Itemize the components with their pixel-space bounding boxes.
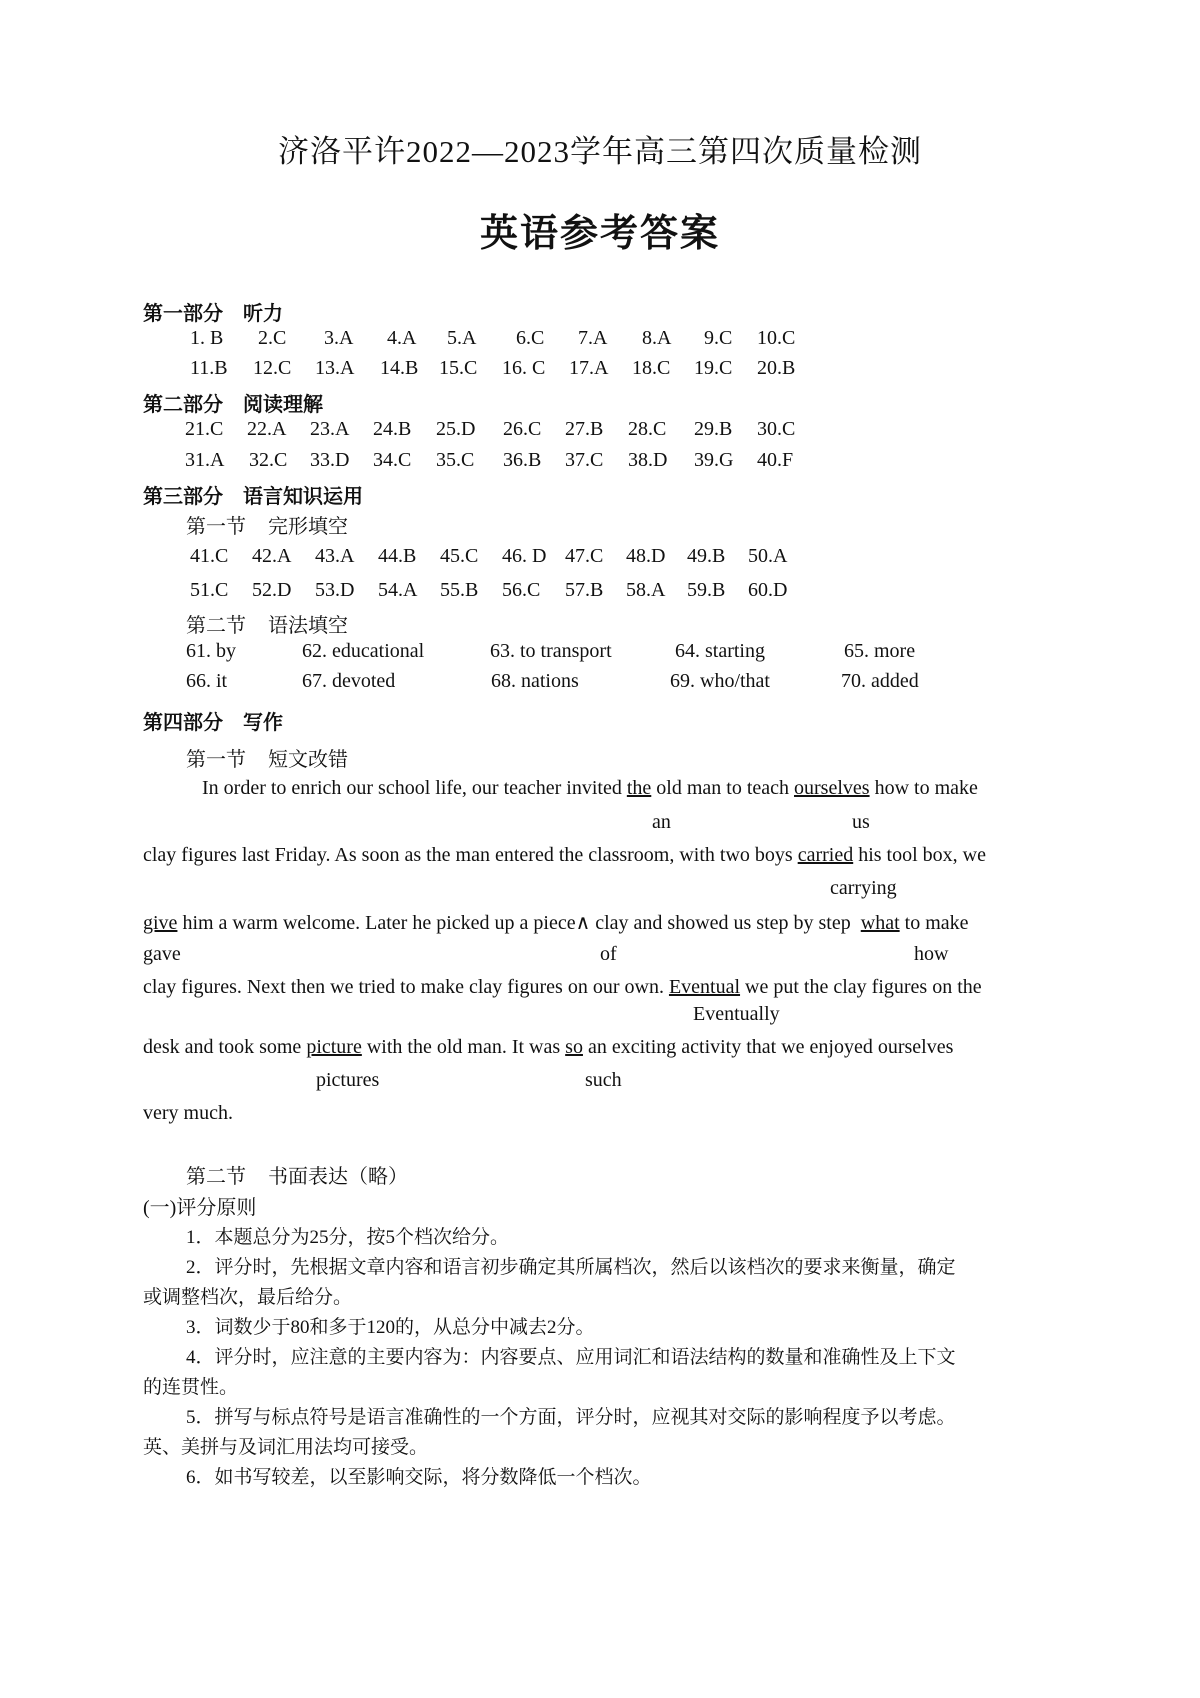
passage-line-1 (202, 777, 978, 800)
answer: 57.B (565, 579, 604, 601)
answer: 64. starting (675, 640, 765, 662)
answer: 22.A (247, 418, 287, 440)
answer: 63. to transport (490, 640, 612, 662)
page-subtitle: 英语参考答案 (479, 213, 720, 255)
answer: 58.A (626, 579, 666, 601)
passage-text: an exciting activity that we enjoyed ourselves (587, 1036, 954, 1058)
passage-text: how to make (874, 777, 978, 799)
passage-text: him a warm welcome. Later he picked up a piece (182, 912, 576, 934)
insert-caret: ∧ (575, 912, 591, 934)
correction: us (852, 811, 870, 833)
answer: 6.C (516, 327, 545, 349)
answer: 45.C (440, 545, 479, 567)
answer: 46. D (502, 545, 547, 567)
passage-line-3 (143, 910, 969, 935)
rule-item: 6．如书写较差，以至影响交际，将分数降低一个档次。 (186, 1467, 652, 1488)
answer: 51.C (190, 579, 229, 601)
part1-name: 听力 (243, 303, 283, 325)
answer: 52.D (252, 579, 292, 601)
passage-text: to make (904, 912, 969, 934)
answer: 38.D (628, 449, 668, 471)
correction: an (652, 811, 671, 833)
answer: 11.B (190, 357, 228, 379)
section-label: 第二节 (186, 1166, 246, 1188)
error-word: Eventual (668, 976, 741, 998)
answer: 17.A (569, 357, 609, 379)
answer: 34.C (373, 449, 412, 471)
passage-line-5 (143, 1036, 953, 1059)
part4-heading (143, 706, 283, 735)
answer: 8.A (642, 327, 672, 349)
answer: 27.B (565, 418, 604, 440)
answer: 2.C (258, 327, 287, 349)
answer: 35.C (436, 449, 475, 471)
rule-item: 1．本题总分为25分，按5个档次给分。 (186, 1227, 510, 1248)
error-word: so (565, 1036, 583, 1058)
section-name: 语法填空 (268, 615, 348, 637)
answer: 42.A (252, 545, 292, 567)
rules-heading: (一)评分原则 (143, 1197, 257, 1219)
answer: 29.B (694, 418, 733, 440)
error-word: give (143, 912, 178, 934)
answer: 23.A (310, 418, 350, 440)
answer: 50.A (748, 545, 788, 567)
answer: 5.A (447, 327, 477, 349)
passage-text: we put the clay figures on the (745, 976, 982, 998)
answer: 70. added (841, 670, 919, 692)
answer: 28.C (628, 418, 667, 440)
answer: 56.C (502, 579, 541, 601)
passage-text: In order to enrich our school life, our teacher invited (202, 777, 622, 799)
passage-line-2 (143, 844, 986, 867)
answer: 49.B (687, 545, 726, 567)
passage-text: clay figures. Next then we tried to make clay figures on our own. (143, 976, 664, 998)
part3-section1-heading (186, 510, 348, 539)
rule-item: 的连贯性。 (143, 1377, 239, 1398)
answer: 33.D (310, 449, 350, 471)
answer: 3.A (324, 327, 354, 349)
answer: 15.C (439, 357, 478, 379)
answer: 12.C (253, 357, 292, 379)
answer: 60.D (748, 579, 788, 601)
answer: 26.C (503, 418, 542, 440)
answer: 10.C (757, 327, 796, 349)
rule-item: 3．词数少于80和多于120的，从总分中减去2分。 (186, 1317, 595, 1338)
passage-text: desk and took some (143, 1036, 302, 1058)
answer: 24.B (373, 418, 412, 440)
answer: 16. C (502, 357, 546, 379)
error-word: ourselves (794, 777, 870, 799)
answer: 43.A (315, 545, 355, 567)
part2-name: 阅读理解 (243, 394, 323, 416)
correction: of (600, 943, 617, 965)
answer: 40.F (757, 449, 794, 471)
answer: 32.C (249, 449, 288, 471)
passage-text: old man to teach (656, 777, 790, 799)
answer: 67. devoted (302, 670, 396, 692)
passage-text: clay and showed us step by step (595, 912, 851, 934)
part4-section2-heading (186, 1160, 408, 1189)
answer: 55.B (440, 579, 479, 601)
section-name: 短文改错 (268, 749, 348, 771)
part4-label: 第四部分 (143, 712, 223, 734)
answer: 47.C (565, 545, 604, 567)
answer: 9.C (704, 327, 733, 349)
correction: Eventually (693, 1003, 780, 1025)
passage-line-6: very much. (143, 1102, 233, 1124)
correction: pictures (316, 1069, 380, 1091)
section-label: 第一节 (186, 749, 246, 771)
part3-heading (143, 480, 363, 509)
passage-text: his tool box, we (858, 844, 986, 866)
part3-label: 第三部分 (143, 486, 223, 508)
answer: 7.A (578, 327, 608, 349)
page-title: 济洛平许2022—2023学年高三第四次质量检测 (278, 134, 922, 169)
part3-name: 语言知识运用 (243, 486, 363, 508)
rule-item: 5．拼写与标点符号是语言准确性的一个方面，评分时，应视其对交际的影响程度予以考虑。 (186, 1407, 956, 1428)
error-word: carried (797, 844, 854, 866)
answer: 68. nations (491, 670, 579, 692)
error-word: what (860, 912, 900, 934)
section-name: 完形填空 (268, 516, 348, 538)
part4-name: 写作 (243, 712, 283, 734)
error-word: picture (306, 1036, 362, 1058)
answer: 1. B (190, 327, 224, 349)
answer: 30.C (757, 418, 796, 440)
answer: 4.A (387, 327, 417, 349)
answer: 54.A (378, 579, 418, 601)
answer: 69. who/that (670, 670, 770, 692)
correction: gave (143, 943, 181, 965)
correction: how (914, 943, 949, 965)
passage-line-4 (143, 976, 982, 999)
answer: 37.C (565, 449, 604, 471)
part1-heading (143, 297, 283, 326)
answer: 14.B (380, 357, 419, 379)
answer: 25.D (436, 418, 476, 440)
part1-label: 第一部分 (143, 303, 223, 325)
answer: 66. it (186, 670, 228, 692)
answer: 20.B (757, 357, 796, 379)
answer: 39.G (694, 449, 734, 471)
answer: 19.C (694, 357, 733, 379)
answer: 53.D (315, 579, 355, 601)
answer: 65. more (844, 640, 916, 662)
answer: 31.A (185, 449, 225, 471)
passage-text: clay figures last Friday. As soon as the man entered the classroom, with two boys (143, 844, 793, 866)
rule-item: 2．评分时，先根据文章内容和语言初步确定其所属档次，然后以该档次的要求来衡量，确定 (186, 1257, 956, 1278)
part4-section1-heading (186, 743, 348, 772)
rule-item: 4．评分时，应注意的主要内容为：内容要点、应用词汇和语法结构的数量和准确性及上下文 (186, 1347, 956, 1368)
part2-heading (143, 388, 323, 417)
error-word: the (626, 777, 652, 799)
answer: 59.B (687, 579, 726, 601)
correction: such (585, 1069, 622, 1091)
section-name: 书面表达（略） (268, 1166, 408, 1188)
part2-label: 第二部分 (143, 394, 223, 416)
correction: carrying (830, 877, 897, 899)
rule-item: 英、美拼与及词汇用法均可接受。 (143, 1437, 429, 1458)
answer: 13.A (315, 357, 355, 379)
section-label: 第二节 (186, 615, 246, 637)
answer: 48.D (626, 545, 666, 567)
answer: 61. by (186, 640, 236, 662)
part3-section2-heading (186, 609, 348, 638)
answer: 21.C (185, 418, 224, 440)
passage-text: with the old man. It was (366, 1036, 561, 1058)
answer: 18.C (632, 357, 671, 379)
rule-item: 或调整档次，最后给分。 (143, 1287, 353, 1308)
answer: 44.B (378, 545, 417, 567)
section-label: 第一节 (186, 516, 246, 538)
answer: 41.C (190, 545, 229, 567)
answer: 36.B (503, 449, 542, 471)
answer: 62. educational (302, 640, 425, 662)
